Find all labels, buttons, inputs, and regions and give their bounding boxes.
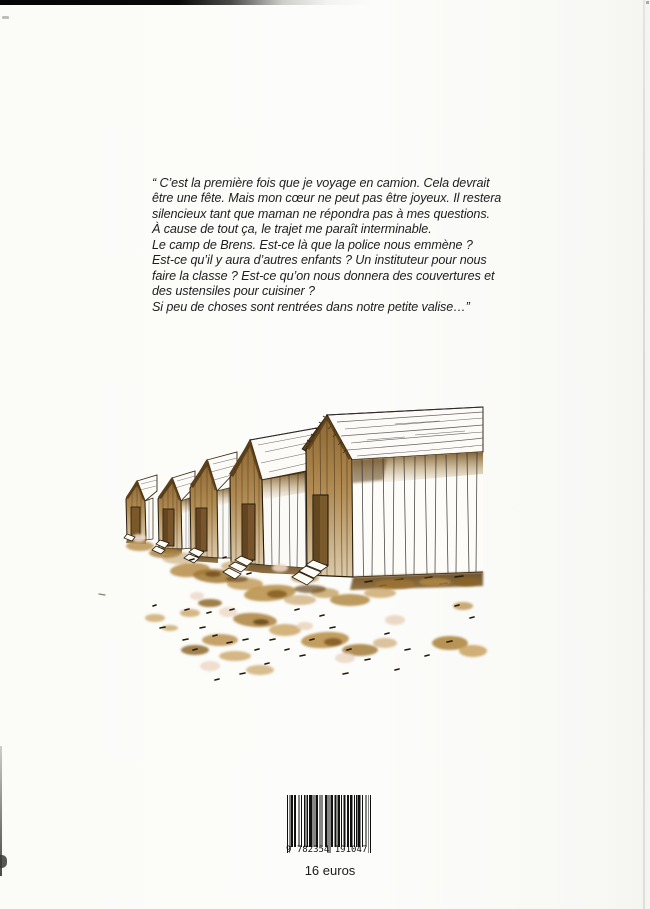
- back-cover-quote: [152, 176, 501, 315]
- scan-artifact-corner-dot: [646, 1, 649, 4]
- price-label: 16 euros: [304, 863, 356, 878]
- scan-artifact-left-blob: [0, 855, 7, 868]
- scan-artifact-right-edge: [643, 0, 645, 909]
- quote-line: Le camp de Brens. Est-ce là que la police nous emmène ?: [152, 237, 473, 252]
- quote-line: Si peu de choses sont rentrées dans notre petite valise…”: [152, 299, 470, 314]
- quote-line: silencieux tant que maman ne répondra pas à mes questions.: [152, 206, 490, 221]
- quote-line: faire la classe ? Est-ce qu’on nous donnera des couvertures et: [152, 268, 495, 283]
- quote-line: À cause de tout ça, le trajet me paraît interminable.: [152, 222, 432, 237]
- scan-artifact-fleck: [2, 16, 9, 19]
- quote-line: Est-ce qu’il y aura d’autres enfants ? Un instituteur pour nous: [152, 253, 487, 268]
- quote-line: des ustensiles pour cuisiner ?: [152, 284, 315, 299]
- quote-line: “ C’est la première fois que je voyage en camion. Cela devrait: [152, 176, 490, 190]
- ean-barcode: [287, 795, 371, 865]
- scan-artifact-top-edge: [0, 0, 372, 5]
- cabin-5: [126, 475, 157, 544]
- quote-line: être une fête. Mais mon cœur ne peut pas être joyeux. Il restera: [152, 191, 502, 206]
- cabin-1: [302, 407, 483, 590]
- barcode-number: 9 782354 191047: [286, 845, 368, 855]
- barracks-illustration: [95, 388, 490, 693]
